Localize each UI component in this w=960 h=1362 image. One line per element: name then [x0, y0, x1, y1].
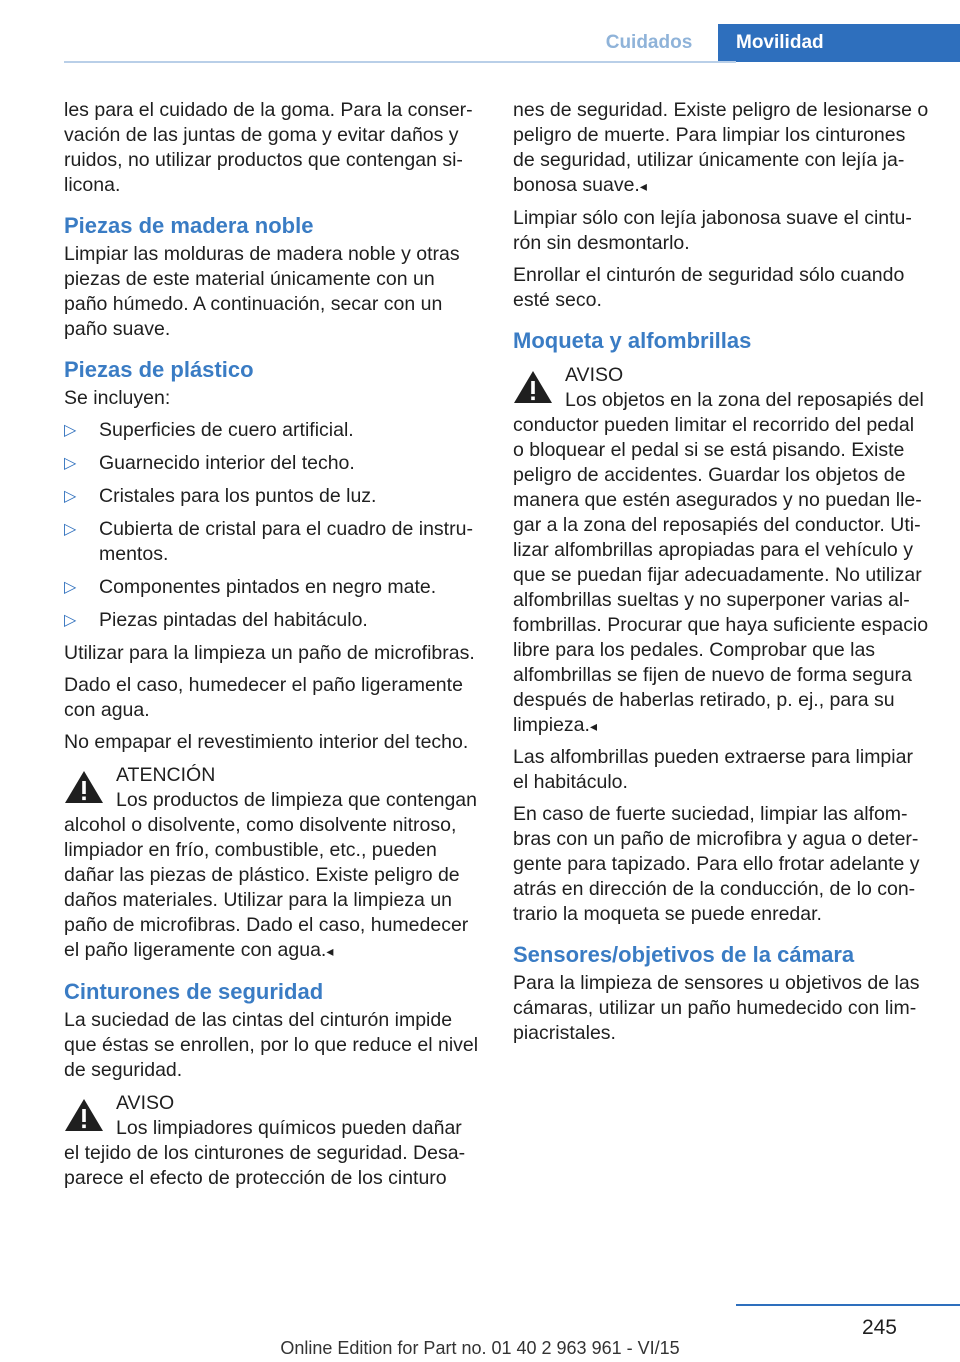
warning-aviso-cinturones — [64, 1091, 480, 1191]
right-column — [513, 98, 929, 1053]
cinturones-paragraph-2: Enrollar el cinturón de seguridad sólo cuando esté seco. — [513, 264, 905, 311]
header-divider — [64, 61, 736, 63]
intro-paragraph: les para el cuidado de la goma. Para la conservación de las juntas de goma y evitar daños y ruidos, no utilizar productos que contengan silicona. — [64, 99, 473, 196]
plastico-list — [64, 418, 480, 633]
triangle-right-bullet-icon: ▷ — [64, 422, 77, 439]
list-item: ▷ Piezas pintadas del habitáculo. — [64, 609, 368, 631]
sensores-paragraph: Para la limpieza de sensores u objetivos de las cámaras, utilizar un paño humedecido con limpiacristales. — [513, 972, 920, 1044]
triangle-right-bullet-icon: ▷ — [64, 579, 77, 596]
triangle-right-bullet-icon: ▷ — [64, 521, 77, 538]
end-mark-icon: ◂ — [326, 943, 334, 959]
warning-text: Los objetos en la zona del reposapiés del conductor pueden limitar el recorrido del pedal o bloquear el pedal si se está pisando. Existe peligro de accidentes. Guardar los objetos de manera que estén asegurados y no puedan llegar a la zona del reposapiés del conductor. Utilizar alfombrillas apropiadas para el vehículo y que se puedan fijar adecuadamente. No utilizar alfombrillas sueltas y no superponer varias alfombrillas. Procurar que haya suficiente espacio libre para los pedales. Comprobar que las alfombrillas se fijen de nuevo de forma segura después de haberlas retirado, p. ej., para su limpieza.◂ — [513, 389, 929, 736]
left-column — [64, 98, 480, 1197]
footer-edition: Online Edition for Part no. 01 40 2 963 961 - VI/15 — [280, 1338, 680, 1358]
warning-title: AVISO — [565, 364, 624, 386]
plastico-paragraph-2: Dado el caso, humedecer el paño ligeramente con agua. — [64, 674, 463, 721]
cinturones-paragraph-1: Limpiar sólo con lejía jabonosa suave el cinturón sin desmontarlo. — [513, 207, 912, 254]
footer-divider — [736, 1304, 960, 1306]
warning-text: Los productos de limpieza que contengan alcohol o disolvente, como disolvente nitroso, limpiador en frío, combustible, etc., pueden dañar las piezas de plástico. Existe peligro de daños materiales. Utilizar para la limpieza un paño de microfibras. Dado el caso, humedecer el paño ligeramente con agua.◂ — [64, 789, 477, 961]
warning-triangle-icon — [64, 769, 104, 805]
tab-movilidad[interactable]: Movilidad — [718, 24, 960, 62]
warning-title: ATENCIÓN — [116, 764, 216, 786]
triangle-right-bullet-icon: ▷ — [64, 488, 77, 505]
list-item: ▷ Cristales para los puntos de luz. — [64, 485, 377, 507]
warning-text: Los limpiadores químicos pueden dañar el tejido de los cinturones de seguridad. Desaparece el efecto de protección de los cinturo — [64, 1117, 466, 1189]
end-mark-icon: ◂ — [639, 178, 647, 194]
header-tabs — [580, 24, 960, 62]
list-item: ▷ Superficies de cuero artificial. — [64, 419, 354, 441]
heading-cinturones: Cinturones de seguridad — [64, 979, 324, 1004]
list-item: ▷ Guarnecido interior del techo. — [64, 452, 355, 474]
warning-aviso-moqueta — [513, 363, 929, 739]
aviso-continuation: nes de seguridad. Existe peligro de lesionarse o peligro de muerte. Para limpiar los cinturones de seguridad, utilizar únicamente con lejía jabonosa suave.◂ — [513, 99, 929, 196]
warning-triangle-icon — [513, 369, 553, 405]
triangle-right-bullet-icon: ▷ — [64, 455, 77, 472]
warning-title: AVISO — [116, 1092, 175, 1114]
triangle-right-bullet-icon: ▷ — [64, 612, 77, 629]
madera-paragraph: Limpiar las molduras de madera noble y otras piezas de este material únicamente con un paño húmedo. A continuación, secar con un paño suave. — [64, 243, 460, 340]
list-item: ▷ Componentes pintados en negro mate. — [64, 576, 437, 598]
warning-triangle-icon — [64, 1097, 104, 1133]
moqueta-paragraph-1: Las alfombrillas pueden extraerse para limpiar el habitáculo. — [513, 746, 913, 793]
heading-madera: Piezas de madera noble — [64, 213, 314, 238]
list-item: ▷ Cubierta de cristal para el cuadro de instrumentos. — [64, 518, 473, 565]
page-number: 245 — [861, 1316, 897, 1339]
heading-moqueta: Moqueta y alfombrillas — [513, 328, 752, 353]
end-mark-icon: ◂ — [589, 718, 597, 734]
heading-plastico: Piezas de plástico — [64, 357, 254, 382]
plastico-intro: Se incluyen: — [64, 387, 171, 409]
moqueta-paragraph-2: En caso de fuerte suciedad, limpiar las alfombras con un paño de microfibra y agua o detergente para tapizado. Para ello frotar adelante y atrás en dirección de la conducción, de lo contrario la moqueta se puede enredar. — [513, 803, 920, 925]
plastico-paragraph-1: Utilizar para la limpieza un paño de microfibras. — [64, 642, 475, 664]
cinturones-paragraph: La suciedad de las cintas del cinturón impide que éstas se enrollen, por lo que reduce el nivel de seguridad. — [64, 1009, 479, 1081]
tab-cuidados[interactable]: Cuidados — [580, 24, 718, 62]
plastico-paragraph-3: No empapar el revestimiento interior del techo. — [64, 731, 469, 753]
heading-sensores: Sensores/objetivos de la cámara — [513, 942, 855, 967]
warning-atencion — [64, 763, 480, 964]
